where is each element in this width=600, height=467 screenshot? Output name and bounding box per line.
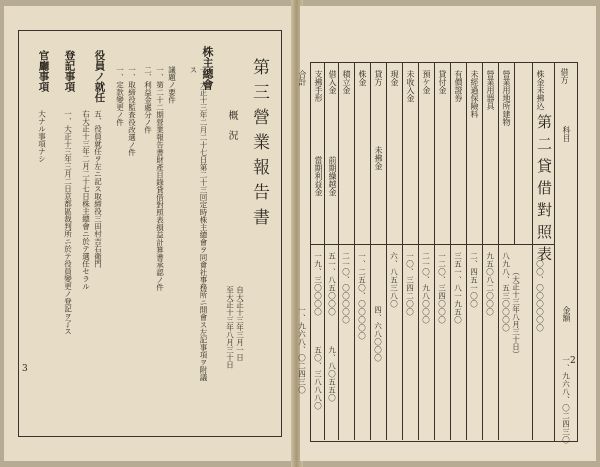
balance-sheet-title: 第二貸借對照表 (535, 114, 553, 268)
debit-row-8-label: 未收入金 (406, 70, 415, 102)
debit-row-3-label: 營業用器具 (486, 70, 495, 110)
debit-row-7-amount: 二一〇、九八〇〇〇 (421, 252, 431, 324)
debit-row-7-label: 預ケ金 (422, 70, 431, 94)
registration-heading: 登記事項 (63, 50, 76, 92)
debit-row-4-amount: 二、四五一〇〇 (469, 252, 479, 308)
credit-total: 一、九六八、〇二四三〇 (297, 306, 307, 394)
col-sep-14 (324, 62, 325, 440)
meeting-line-1: 一、大正十三年二月二十七日第二十三回定時株主總會ヲ同會社事務所ニ開會ス左記事項ヲ附議ス (189, 66, 208, 381)
balance-sheet-date: （大正十三年八月三十日） (511, 268, 521, 358)
credit-header: 貸方 (374, 70, 383, 86)
credit-row-2-amount: 二一〇、〇〇〇〇〇 (341, 252, 351, 324)
col-sep-7 (434, 62, 435, 440)
government-line-1: 大ナル事項ナシ (37, 110, 47, 163)
right-page-number: 2 (570, 356, 576, 366)
col-sep-12 (354, 62, 355, 440)
credit-row-7-label: 當期利益金 (314, 156, 323, 196)
col-sep-3 (498, 62, 499, 440)
overview-heading: 概況 (226, 110, 237, 150)
meeting-line-5: 一、取締役監查役改選ノ件 (127, 66, 137, 156)
credit-row-7-amount: 五〇、三八八八〇 (313, 346, 323, 410)
debit-total: 一、九六八、〇二四三〇 (561, 356, 571, 444)
col-sep-6 (450, 62, 451, 440)
debit-row-2-label: 營業用地所建物 (502, 70, 511, 126)
col-sep-2 (514, 62, 515, 244)
debit-row-9-amount: 六、八五三八〇 (389, 252, 399, 308)
credit-row-4-label: 支拂手形 (314, 70, 323, 102)
meeting-line-2: 議題ノ要件 (167, 66, 177, 104)
col-sep-5 (466, 62, 467, 440)
shareholders-meeting-heading: 株主總會 (201, 46, 214, 90)
debit-col-amount-header: 金額 (562, 306, 571, 322)
col-sep-13 (338, 62, 339, 440)
government-heading: 官廳事項 (37, 50, 50, 92)
debit-row-6-amount: 一二〇、三四〇〇〇 (437, 252, 447, 324)
col-sep-8 (418, 62, 419, 440)
col-sep-1 (532, 62, 533, 440)
registration-line-1: 一、大正十三年三月二日京都區裁判所ニ於テ役員變更ノ登記ヲ了ス (63, 110, 73, 335)
debit-row-6-label: 貸付金 (438, 70, 447, 94)
credit-row-2-label: 積立金 (342, 70, 351, 94)
debit-row-5-amount: 三五一、八一九五〇 (453, 252, 463, 324)
left-page-number: 3 (22, 364, 28, 374)
col-sep-4 (482, 62, 483, 440)
debit-row-1-amount: 二〇〇、〇〇〇〇〇〇 (535, 252, 545, 332)
period-start: 自大正十三年三月一日 (235, 286, 245, 361)
debit-row-4-label: 未經過保險料 (470, 70, 479, 118)
credit-row-4-amount: 一九、三〇〇〇〇 (313, 252, 323, 316)
credit-row-5-label: 未拂金 (374, 146, 383, 170)
credit-row-3-amount: 五一、八五〇〇〇 (327, 252, 337, 316)
debit-header: 借方 (560, 68, 569, 84)
right-page (297, 6, 596, 461)
col-sep-11 (370, 62, 371, 440)
debit-row-8-amount: 一〇、三四二〇〇 (405, 252, 415, 316)
credit-row-1-amount: 一、二五〇、〇〇〇〇〇 (357, 252, 367, 340)
period-end: 至大正十三年八月三十日 (225, 286, 235, 369)
credit-row-3-label: 借入金 (328, 70, 337, 94)
meeting-line-4: 二、利益金處分ノ件 (143, 66, 153, 134)
debit-col-account-header: 科目 (562, 126, 571, 142)
col-sep-9 (402, 62, 403, 440)
report-title: 第三營業報告書 (249, 58, 269, 233)
debit-row-2-amount: 八九八、五三〇〇〇〇 (501, 252, 511, 332)
debit-row-9-label: 現金 (390, 70, 399, 86)
label-amount-divider (310, 244, 554, 245)
credit-row-1-label: 株金 (358, 70, 367, 86)
meeting-line-6: 一、定款變更ノ件 (115, 66, 125, 126)
debit-row-5-label: 有價證券 (454, 70, 463, 102)
total-label: 合計 (298, 70, 307, 86)
left-page (4, 6, 294, 461)
officers-line-2: 右大正十三年二月二十七日株主總會ニ於テ選任セラル (81, 110, 91, 290)
debit-row-3-amount: 九五〇八二〇〇〇 (485, 252, 495, 316)
credit-row-5-amount: 四、六八〇〇〇 (373, 306, 383, 362)
meeting-line-3: 一、第二十二期營業報告書財產目錄貸借對照表損益計算書承認ノ件 (155, 66, 165, 291)
credit-row-6-amount: 九、八〇五五〇 (327, 346, 337, 402)
col-sep-10 (386, 62, 387, 440)
credit-row-6-label: 前期繰越金 (328, 156, 337, 196)
officers-heading: 役員ノ就任 (93, 50, 106, 103)
officers-line-1: 五、役員就任ヲ左ニ記ス取締役三田村吉右衛門 (93, 110, 103, 268)
debit-row-1-label: 株金未拂込 (536, 70, 545, 110)
